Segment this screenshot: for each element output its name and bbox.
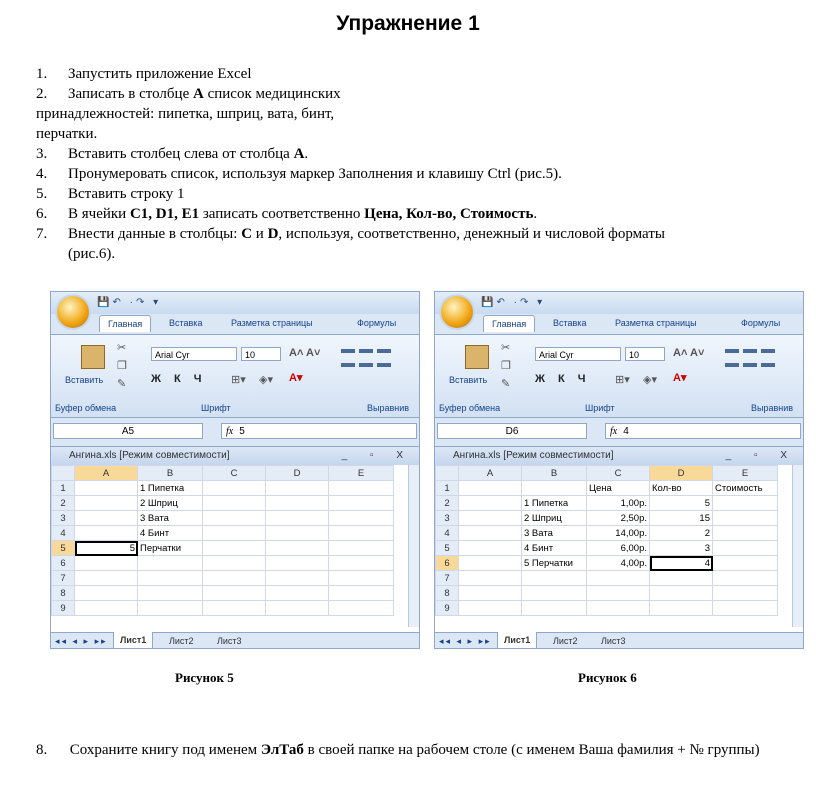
font-size-select[interactable]: 10 (241, 347, 281, 361)
cell[interactable]: 3 Вата (522, 526, 587, 541)
worksheet-grid (435, 465, 778, 616)
borders-icon[interactable]: ⊞▾ (231, 374, 246, 386)
grow-font-icon[interactable]: A˄ A˅ (673, 347, 705, 359)
sheet-row (436, 481, 778, 496)
bold-italic-underline[interactable]: Ж К Ч (151, 373, 207, 385)
worksheet-grid (51, 465, 394, 616)
column-header[interactable]: C (587, 466, 650, 481)
cell[interactable] (203, 571, 266, 586)
sheet-nav-icons[interactable]: ◂◂ ◂ ▸ ▸▸ (55, 636, 108, 646)
sheet-tabs (435, 632, 803, 649)
header-row (52, 466, 394, 481)
cell[interactable] (522, 586, 587, 601)
cell[interactable] (75, 526, 138, 541)
sheet-tab-2[interactable]: Лист2 (169, 636, 194, 646)
sheet-row (52, 556, 394, 571)
cell[interactable] (713, 496, 778, 511)
cell[interactable] (75, 556, 138, 571)
step-4: 4. Пронумеровать список, используя маркер Заполнения и клавишу Ctrl (рис.5). (36, 166, 562, 182)
sheet-tab-2[interactable]: Лист2 (553, 636, 578, 646)
cell[interactable] (75, 586, 138, 601)
cell[interactable] (266, 541, 329, 556)
cell[interactable]: 4 Бинт (522, 541, 587, 556)
font-name-select[interactable]: Arial Cyr (151, 347, 237, 361)
tab-page-layout[interactable]: Разметка страницы (615, 318, 697, 328)
row-header[interactable]: 8 (436, 586, 459, 601)
cell[interactable] (266, 586, 329, 601)
cell[interactable] (329, 556, 394, 571)
sheet-row (52, 601, 394, 616)
figure-5-caption: Рисунок 5 (175, 670, 234, 685)
row-header[interactable]: 3 (436, 511, 459, 526)
sheet-row (52, 541, 394, 556)
sheet-row (52, 496, 394, 511)
row-header[interactable]: 4 (436, 526, 459, 541)
font-group-label: Шрифт (201, 403, 231, 413)
cell[interactable] (459, 601, 522, 616)
tab-page-layout[interactable]: Разметка страницы (231, 318, 313, 328)
ribbon (51, 334, 419, 418)
cell[interactable] (138, 556, 203, 571)
sheet-row (436, 556, 778, 571)
alignment-icons[interactable] (725, 345, 795, 385)
tab-home[interactable]: Главная (483, 315, 535, 332)
excel-figure-6 (434, 291, 804, 649)
row-header[interactable]: 5 (52, 541, 75, 556)
cell[interactable] (650, 571, 713, 586)
quick-access-toolbar (51, 292, 419, 314)
window-controls[interactable]: _ ▫ X (725, 450, 797, 461)
alignment-group-label: Выравнив (367, 403, 410, 413)
sheet-row (436, 586, 778, 601)
sheet-row (52, 511, 394, 526)
column-header[interactable]: C (203, 466, 266, 481)
cell[interactable] (459, 541, 522, 556)
cell[interactable]: 4 Бинт (138, 526, 203, 541)
cell[interactable] (522, 601, 587, 616)
row-header[interactable]: 5 (436, 541, 459, 556)
quick-access-toolbar (435, 292, 803, 314)
format-painter-icon[interactable]: ✎ (117, 378, 127, 390)
borders-icon[interactable]: ⊞▾ (615, 374, 630, 386)
cell[interactable] (329, 481, 394, 496)
column-header[interactable]: D (650, 466, 713, 481)
cell[interactable]: 5 Перчатки (522, 556, 587, 571)
cell[interactable]: 5 (75, 541, 138, 556)
cell[interactable]: 2,50р. (587, 511, 650, 526)
cell[interactable] (459, 481, 522, 496)
cell[interactable] (75, 601, 138, 616)
cell[interactable] (522, 481, 587, 496)
cell[interactable] (203, 496, 266, 511)
font-group-label: Шрифт (585, 403, 615, 413)
font-size-select[interactable]: 10 (625, 347, 665, 361)
sheet-row (436, 511, 778, 526)
row-header[interactable]: 3 (52, 511, 75, 526)
grow-font-icon[interactable]: A˄ A˅ (289, 347, 321, 359)
cell[interactable] (329, 541, 394, 556)
font-name-select[interactable]: Arial Cyr (535, 347, 621, 361)
font-color-icon[interactable]: A▾ (289, 372, 303, 384)
step-5: 5. Вставить строку 1 (36, 186, 185, 202)
corner-cell[interactable] (52, 466, 75, 481)
cell[interactable] (459, 556, 522, 571)
cell[interactable]: 1,00р. (587, 496, 650, 511)
page-title: Упражнение 1 (336, 12, 480, 35)
cell[interactable]: 1 Пипетка (522, 496, 587, 511)
column-header[interactable]: D (266, 466, 329, 481)
sheet-row (436, 496, 778, 511)
step-3: 3. Вставить столбец слева от столбца A. (36, 146, 309, 162)
cell[interactable] (459, 571, 522, 586)
sheet-row (436, 526, 778, 541)
cell[interactable]: 2 Шприц (522, 511, 587, 526)
row-header[interactable]: 7 (436, 571, 459, 586)
step-6: 6. В ячейки C1, D1, E1 записать соответственно Цена, Кол-во, Стоимость. (36, 206, 538, 222)
cell[interactable] (266, 481, 329, 496)
save-undo-icons[interactable]: 💾↶ ·↷ ▾ (481, 297, 546, 308)
cell[interactable] (713, 601, 778, 616)
cell[interactable] (203, 541, 266, 556)
sheet-row (52, 481, 394, 496)
row-header[interactable]: 6 (52, 556, 75, 571)
cell[interactable] (713, 541, 778, 556)
cell[interactable]: 5 (650, 496, 713, 511)
cell[interactable] (266, 556, 329, 571)
sheet-row (52, 571, 394, 586)
tab-formulas[interactable]: Формулы (741, 318, 781, 328)
cell[interactable] (75, 481, 138, 496)
alignment-group-label: Выравнив (751, 403, 794, 413)
cell[interactable] (75, 496, 138, 511)
step-1: 1. Запустить приложение Excel (36, 66, 252, 82)
cell[interactable] (587, 586, 650, 601)
row-header[interactable]: 7 (52, 571, 75, 586)
bold-italic-underline[interactable]: Ж К Ч (535, 373, 591, 385)
alignment-icons[interactable] (341, 345, 411, 385)
sheet-row (436, 601, 778, 616)
sheet-row (52, 526, 394, 541)
cell[interactable] (138, 586, 203, 601)
font-color-icon[interactable]: A▾ (673, 372, 687, 384)
row-header[interactable]: 4 (52, 526, 75, 541)
clipboard-group-label: Буфер обмена (439, 403, 501, 413)
copy-icon[interactable]: ❐ (117, 360, 127, 372)
steps-list (36, 64, 806, 264)
sheet-tabs (51, 632, 419, 649)
ribbon-tabs (435, 314, 803, 334)
fx-icon[interactable]: fx (226, 426, 234, 437)
column-header[interactable]: E (713, 466, 778, 481)
sheet-tab-3[interactable]: Лист3 (217, 636, 242, 646)
step-8: 8. Сохраните книгу под именем ЭлТаб в своей папке на рабочем столе (с именем Ваша фамилия + № группы) (36, 742, 760, 758)
cell[interactable]: 15 (650, 511, 713, 526)
cell[interactable] (203, 526, 266, 541)
fill-color-icon[interactable]: ◈▾ (259, 374, 273, 386)
window-controls[interactable]: _ ▫ X (341, 450, 413, 461)
tab-insert[interactable]: Вставка (553, 318, 587, 328)
column-header[interactable]: B (138, 466, 203, 481)
sheet-tab-3[interactable]: Лист3 (601, 636, 626, 646)
clipboard-group-label: Буфер обмена (55, 403, 117, 413)
cell[interactable] (138, 571, 203, 586)
row-header[interactable]: 2 (436, 496, 459, 511)
cell[interactable]: Кол-во (650, 481, 713, 496)
formula-bar (51, 422, 419, 440)
excel-figure-5 (50, 291, 420, 649)
cell[interactable] (266, 571, 329, 586)
tab-home[interactable]: Главная (99, 315, 151, 332)
cell[interactable]: 1 Пипетка (138, 481, 203, 496)
cell[interactable]: 6,00р. (587, 541, 650, 556)
name-box[interactable]: A5 (53, 423, 203, 439)
formula-input[interactable]: fx 5 (221, 423, 417, 439)
cell[interactable] (713, 586, 778, 601)
sheet-tab-1[interactable]: Лист1 (113, 632, 153, 649)
workbook-window (51, 446, 419, 649)
cell[interactable]: 3 Вата (138, 511, 203, 526)
corner-cell[interactable] (436, 466, 459, 481)
sheet-row (436, 541, 778, 556)
ribbon (435, 334, 803, 418)
cell[interactable] (203, 556, 266, 571)
formula-input[interactable]: fx 4 (605, 423, 801, 439)
sheet-nav-icons[interactable]: ◂◂ ◂ ▸ ▸▸ (439, 636, 492, 646)
row-header[interactable]: 9 (52, 601, 75, 616)
cell[interactable]: 2 Шприц (138, 496, 203, 511)
cell[interactable]: 2 (650, 526, 713, 541)
cell[interactable] (138, 601, 203, 616)
format-painter-icon[interactable]: ✎ (501, 378, 511, 390)
cell[interactable] (329, 496, 394, 511)
cell[interactable]: 3 (650, 541, 713, 556)
cell[interactable] (329, 601, 394, 616)
cell[interactable] (203, 481, 266, 496)
paste-label[interactable]: Вставить (449, 375, 488, 385)
cell[interactable] (329, 571, 394, 586)
cut-icon[interactable]: ✂ (501, 342, 511, 354)
paste-icon[interactable] (81, 345, 105, 369)
cell[interactable]: 14,00р. (587, 526, 650, 541)
cell[interactable]: Стоимость (713, 481, 778, 496)
cell[interactable] (713, 571, 778, 586)
cell[interactable]: Перчатки (138, 541, 203, 556)
sheet-row (52, 586, 394, 601)
row-header[interactable]: 9 (436, 601, 459, 616)
cell[interactable] (203, 601, 266, 616)
cell[interactable] (459, 586, 522, 601)
vertical-scrollbar[interactable] (408, 465, 419, 627)
column-header[interactable]: A (459, 466, 522, 481)
cell[interactable] (329, 526, 394, 541)
workbook-title: Ангина.xls [Режим совместимости] _ ▫ X (435, 447, 803, 465)
column-header[interactable]: A (75, 466, 138, 481)
sheet-tab-1[interactable]: Лист1 (497, 632, 537, 649)
cell[interactable] (459, 511, 522, 526)
copy-icon[interactable]: ❐ (501, 360, 511, 372)
header-row (436, 466, 778, 481)
cell[interactable]: Цена (587, 481, 650, 496)
cell[interactable] (587, 571, 650, 586)
cell[interactable] (713, 511, 778, 526)
row-header[interactable]: 2 (52, 496, 75, 511)
figure-6-caption: Рисунок 6 (578, 670, 637, 685)
workbook-window (435, 446, 803, 649)
formula-bar (435, 422, 803, 440)
step-2: 2. Записать в столбце A список медицинских принадлежностей: пипетка, шприц, вата, бинт, перчатки. (36, 86, 341, 142)
cell[interactable] (75, 571, 138, 586)
name-box[interactable]: D6 (437, 423, 587, 439)
cell[interactable] (329, 586, 394, 601)
row-header[interactable]: 1 (436, 481, 459, 496)
cell[interactable] (266, 601, 329, 616)
row-header[interactable]: 6 (436, 556, 459, 571)
tab-formulas[interactable]: Формулы (357, 318, 397, 328)
cell[interactable] (459, 526, 522, 541)
cell[interactable] (650, 586, 713, 601)
row-header[interactable]: 1 (52, 481, 75, 496)
cell[interactable]: 4 (650, 556, 713, 571)
column-header[interactable]: B (522, 466, 587, 481)
cell[interactable] (459, 496, 522, 511)
cell[interactable] (587, 601, 650, 616)
column-header[interactable]: E (329, 466, 394, 481)
save-undo-icons[interactable]: 💾↶ ·↷ ▾ (97, 297, 162, 308)
cut-icon[interactable]: ✂ (117, 342, 127, 354)
cell[interactable]: 4,00р. (587, 556, 650, 571)
cell[interactable] (266, 496, 329, 511)
step-7: 7. Внести данные в столбцы: C и D, используя, соответственно, денежный и числовой форматы (рис.6). (36, 226, 665, 262)
cell[interactable] (522, 571, 587, 586)
cell[interactable] (650, 601, 713, 616)
cell[interactable] (75, 511, 138, 526)
cell[interactable] (266, 511, 329, 526)
cell[interactable] (203, 586, 266, 601)
cell[interactable] (713, 556, 778, 571)
cell[interactable] (713, 526, 778, 541)
cell[interactable] (203, 511, 266, 526)
tab-insert[interactable]: Вставка (169, 318, 203, 328)
cell[interactable] (266, 526, 329, 541)
row-header[interactable]: 8 (52, 586, 75, 601)
workbook-title: Ангина.xls [Режим совместимости] _ ▫ X (51, 447, 419, 465)
vertical-scrollbar[interactable] (792, 465, 803, 627)
ribbon-tabs (51, 314, 419, 334)
paste-icon[interactable] (465, 345, 489, 369)
fx-icon[interactable]: fx (610, 426, 618, 437)
fill-color-icon[interactable]: ◈▾ (643, 374, 657, 386)
sheet-row (436, 571, 778, 586)
paste-label[interactable]: Вставить (65, 375, 104, 385)
cell[interactable] (329, 511, 394, 526)
